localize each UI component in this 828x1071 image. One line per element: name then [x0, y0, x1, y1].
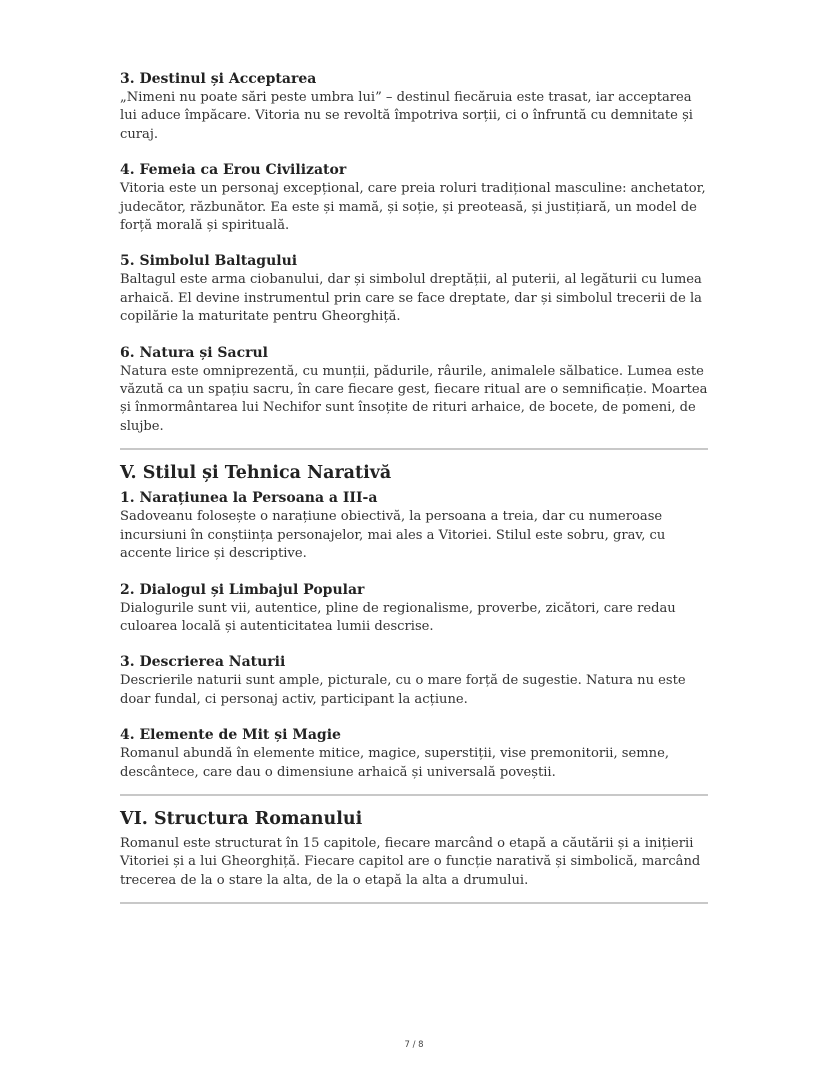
section-text: Romanul este structurat în 15 capitole, fiecare marcând o etapă a căutării și a inițierii Vitoriei și a lui Gheorghiță. Fiecare capitol are o funcție narativă și simbolică, marcând trecerea de la o stare la alta, de la o etapă la alta a drumului.: [120, 835, 701, 888]
subsection-title: 3. Descrierea Naturii: [120, 654, 286, 671]
subsection-text: Sadoveanu folosește o narațiune obiectivă, la persoana a treia, dar cu numeroase incursiuni în conștiința personajelor, mai ales a Vitoriei. Stilul este sobru, grav, cu accente lirice și descriptive.: [120, 509, 666, 562]
subsection-title: 6. Natura și Sacrul: [120, 344, 268, 361]
subsection-text: Baltagul este arma ciobanului, dar și simbolul dreptății, al puterii, al legăturii cu lumea arhaică. El devine instrumentul prin care se face dreptate, dar și simbolul trecerii de la copilărie la maturitate pentru Gheorghiță.: [120, 272, 702, 325]
subsection-baltag: [120, 252, 710, 326]
subsection-text: Natura este omniprezentă, cu munții, pădurile, râurile, animalele sălbatice. Lumea este văzută ca un spațiu sacru, în care fiecare gest, fiecare ritual are o semnificație. Moartea și înmormântarea lui Nechifor sunt însoțite de rituri arhaice, de bocete, de pomeni, de slujbe.: [120, 363, 708, 434]
subsection-naratiunea: [120, 489, 710, 563]
section-divider: [120, 902, 708, 904]
subsection-mit-magie: [120, 726, 710, 782]
page-number: 7 / 8: [404, 1040, 424, 1050]
subsection-text: „Nimeni nu poate sări peste umbra lui” – destinul fiecăruia este trasat, iar acceptarea lui aduce împăcare. Vitoria nu se revoltă împotriva sorții, ci o înfruntă cu demnitate și curaj.: [120, 90, 693, 142]
subsection-title: 1. Narațiunea la Persoana a III-a: [120, 490, 378, 507]
subsection-title: 4. Femeia ca Erou Civilizator: [120, 162, 347, 179]
subsection-natura-sacrul: [120, 344, 710, 437]
subsection-title: 5. Simbolul Baltagului: [120, 253, 298, 270]
subsection-descrierea: [120, 653, 710, 709]
subsection-title: 2. Dialogul și Limbajul Popular: [120, 581, 365, 598]
section-divider: [120, 448, 708, 450]
subsection-text: Dialogurile sunt vii, autentice, pline de regionalisme, proverbe, zicători, care redau culoarea locală și autenticitatea lumii descrise.: [120, 600, 676, 634]
subsection-dialogul: [120, 581, 710, 637]
section-title-stilul: V. Stilul și Tehnica Narativă: [120, 463, 392, 484]
section-title-structura: VI. Structura Romanului: [120, 808, 363, 829]
subsection-title: 3. Destinul și Acceptarea: [120, 71, 317, 87]
subsection-destinul: [120, 70, 710, 144]
subsection-text: Vitoria este un personaj excepțional, care preia roluri tradițional masculine: anchetator, judecător, răzbunător. Ea este și mamă, și soție, și preoteasă, și justițiară, un model de forță morală și spirituală.: [120, 181, 706, 234]
subsection-text: Romanul abundă în elemente mitice, magice, superstiții, vise premonitorii, semne, descântece, care dau o dimensiune arhaică și universală poveștii.: [120, 746, 670, 780]
subsection-femeia: [120, 161, 710, 235]
subsection-title: 4. Elemente de Mit și Magie: [120, 727, 341, 744]
section-divider: [120, 794, 708, 796]
document-page: [120, 70, 710, 916]
subsection-text: Descrierile naturii sunt ample, picturale, cu o mare forță de sugestie. Natura nu este doar fundal, ci personaj activ, participant la acțiune.: [120, 673, 686, 707]
